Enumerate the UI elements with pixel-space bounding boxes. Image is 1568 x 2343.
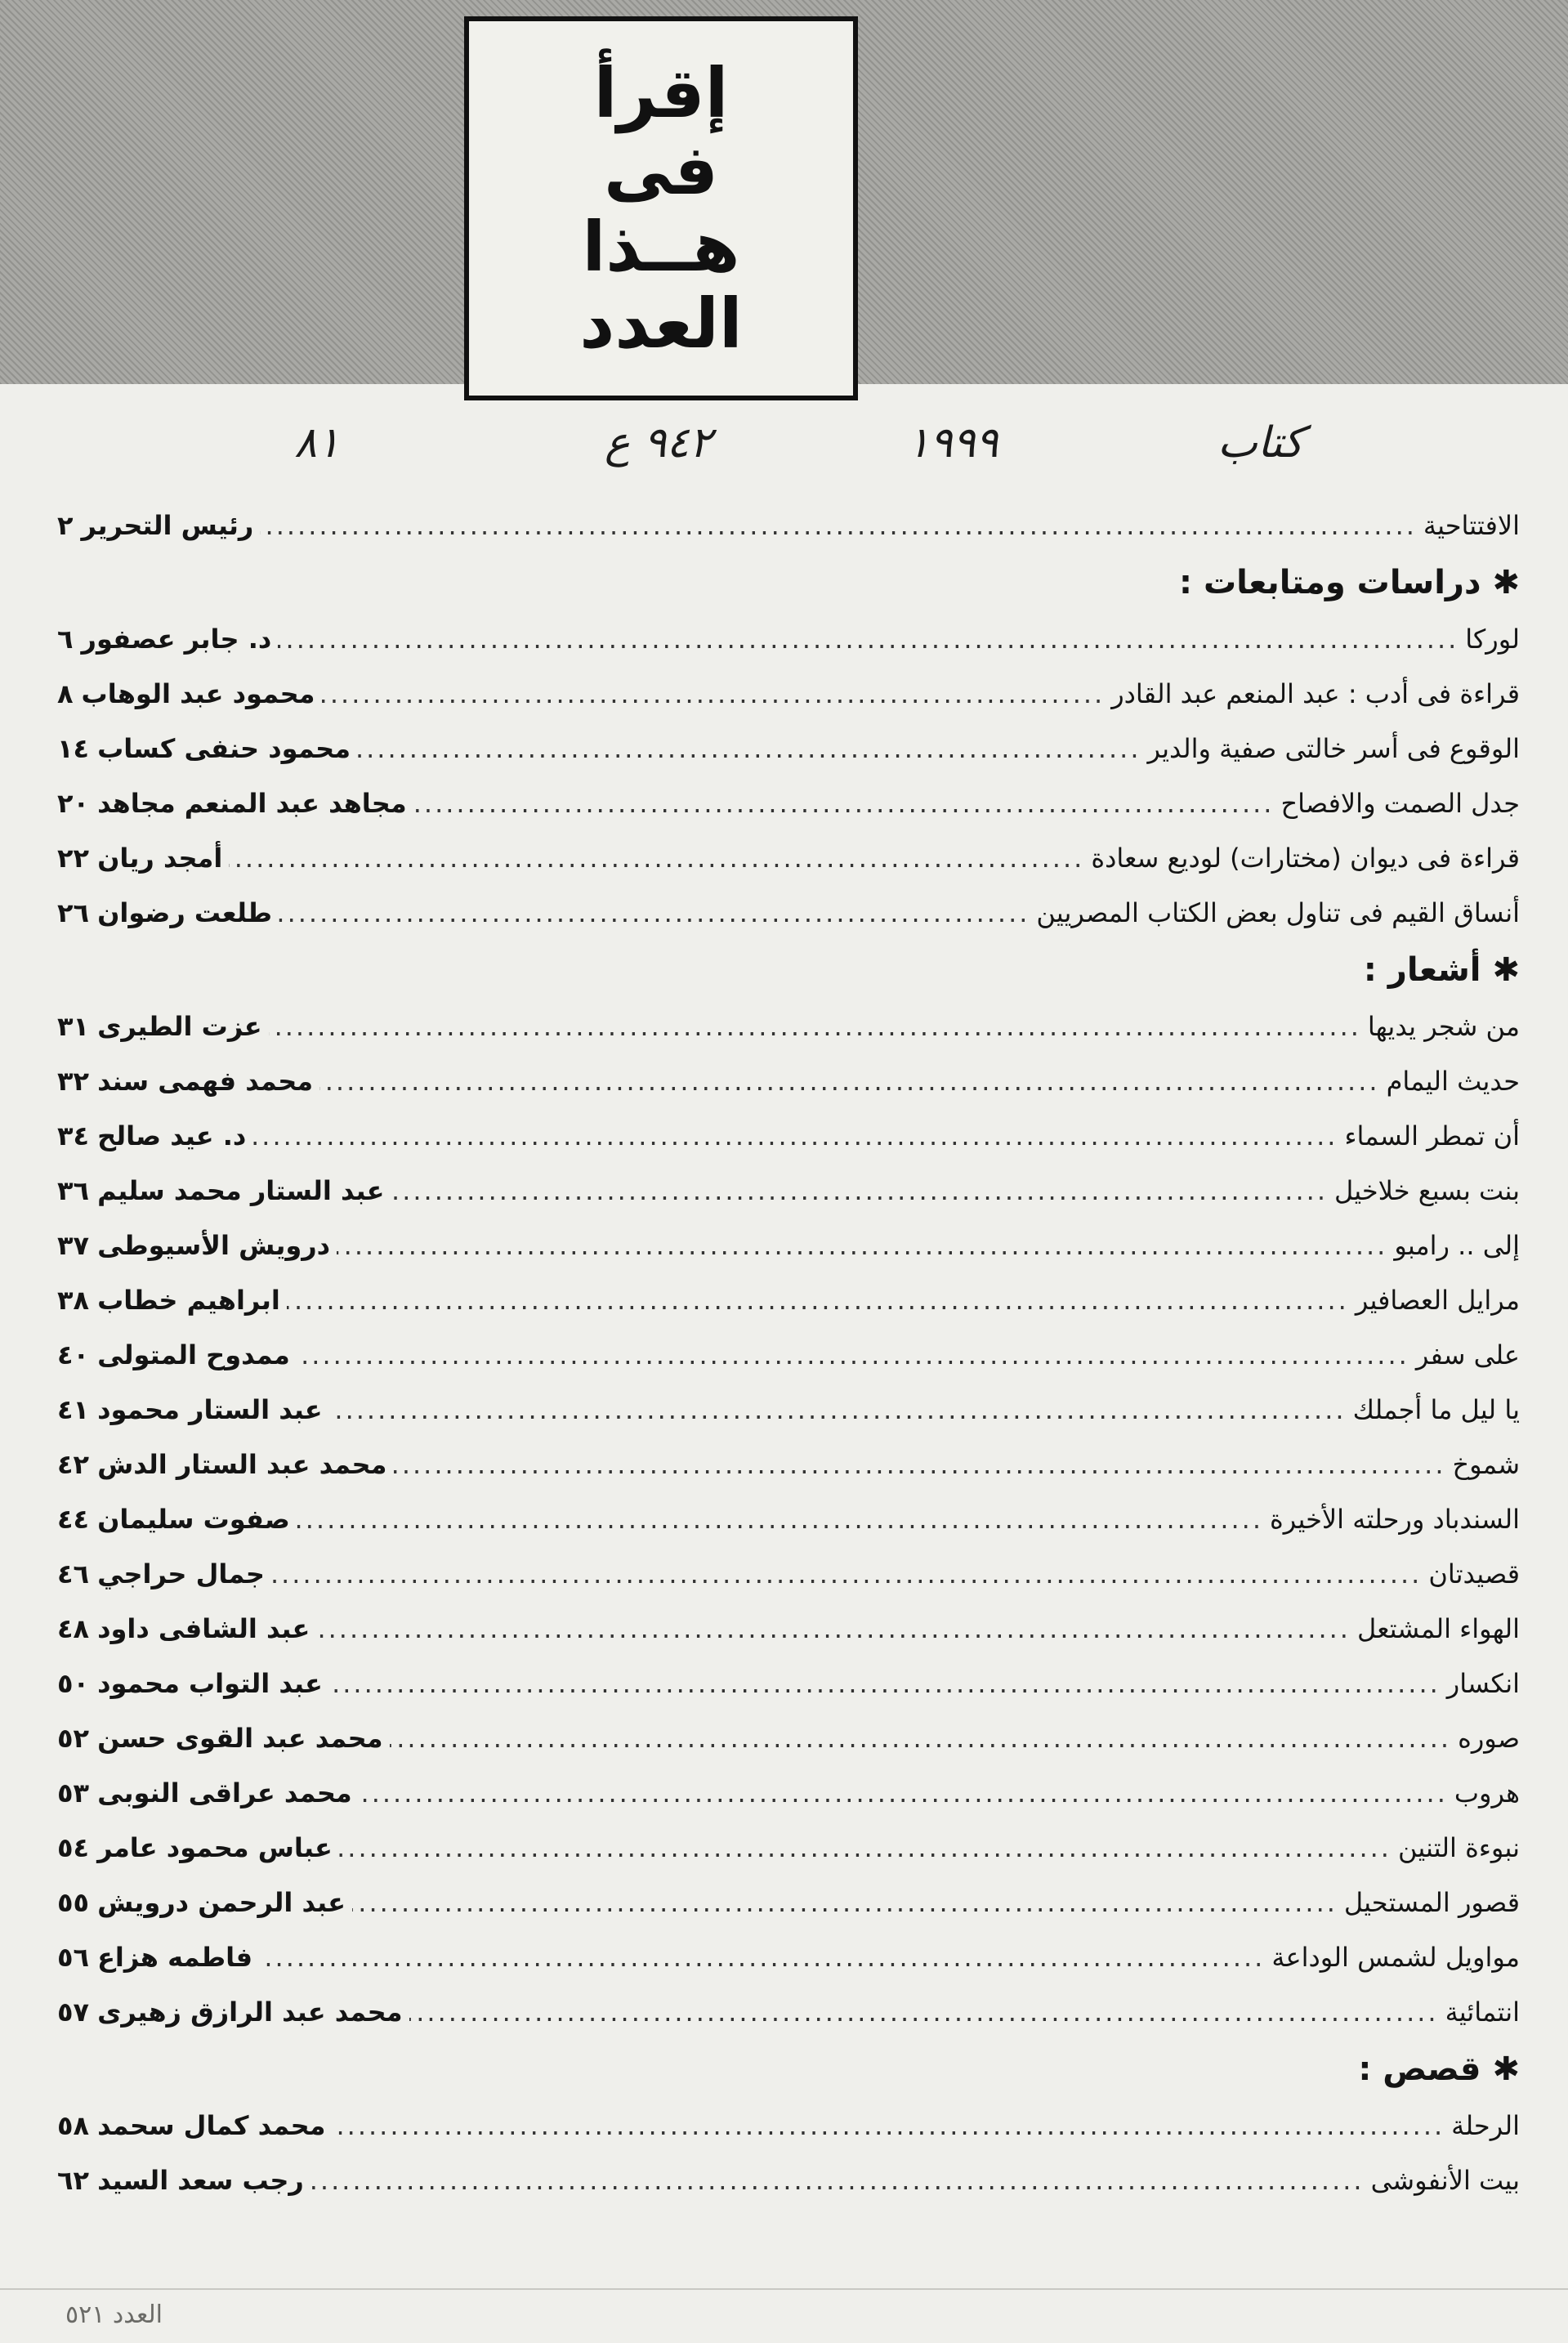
toc-row[interactable] xyxy=(57,1985,1520,2040)
toc-author: عبد الرحمن درويش xyxy=(97,1887,346,1918)
toc-author: رجب سعد السيد xyxy=(97,2165,304,2196)
toc-row[interactable] xyxy=(57,1109,1520,1164)
toc-author: عبد الستار محمد سليم xyxy=(97,1175,385,1206)
toc-sections xyxy=(57,553,1520,2208)
toc-row[interactable] xyxy=(57,1766,1520,1821)
toc-title: بيت الأنفوشى xyxy=(1370,2165,1520,2196)
table-of-contents xyxy=(57,499,1520,2208)
toc-page: ٢ xyxy=(57,510,74,541)
leader-dots xyxy=(310,2153,1365,2208)
toc-author: صفوت سليمان xyxy=(97,1504,290,1535)
toc-author: رئيس التحرير xyxy=(81,510,254,541)
toc-row[interactable] xyxy=(57,612,1520,667)
leader-dots xyxy=(278,612,1459,667)
toc-page: ٥٦ xyxy=(57,1942,90,1973)
toc-page: ٤٤ xyxy=(57,1504,90,1535)
toc-row[interactable] xyxy=(57,1218,1520,1273)
toc-author: عبد الشافى داود xyxy=(97,1613,310,1644)
toc-page: ٢٠ xyxy=(57,788,90,819)
toc-page: ٥٧ xyxy=(57,1996,90,2028)
leader-dots xyxy=(260,499,1417,553)
toc-row[interactable] xyxy=(57,1438,1520,1492)
toc-title: حديث اليمام xyxy=(1386,1066,1520,1097)
footer-divider xyxy=(0,2288,1568,2290)
toc-title: جدل الصمت والافصاح xyxy=(1280,788,1520,819)
toc-author: محمد كمال سحمد xyxy=(97,2110,326,2141)
toc-title: هروب xyxy=(1454,1777,1520,1809)
toc-title: إلى .. رامبو xyxy=(1394,1230,1520,1261)
toc-row[interactable] xyxy=(57,1602,1520,1657)
toc-title: انتمائية xyxy=(1445,1996,1520,2028)
toc-author: مجاهد عبد المنعم مجاهد xyxy=(97,788,407,819)
section-heading-text: أشعار : xyxy=(1363,951,1481,989)
toc-page: ٣٧ xyxy=(57,1230,90,1261)
toc-title: لوركا xyxy=(1465,624,1520,655)
toc-page: ٣٤ xyxy=(57,1120,90,1151)
toc-row[interactable] xyxy=(57,2153,1520,2208)
toc-title: نبوءة التنين xyxy=(1397,1832,1520,1863)
leader-dots xyxy=(321,667,1105,722)
leader-dots xyxy=(409,1985,1439,2040)
toc-row[interactable] xyxy=(57,1328,1520,1383)
toc-row[interactable] xyxy=(57,1930,1520,1985)
toc-row[interactable] xyxy=(57,1383,1520,1438)
toc-page: ٥٤ xyxy=(57,1832,90,1863)
leader-dots xyxy=(271,1547,1422,1602)
leader-dots xyxy=(359,1766,1448,1821)
leader-dots xyxy=(352,1876,1338,1930)
toc-author: جمال حراجي xyxy=(97,1558,265,1590)
toc-author: درويش الأسيوطى xyxy=(97,1230,331,1261)
toc-page: ٦ xyxy=(57,624,74,655)
leader-dots xyxy=(316,1602,1351,1657)
toc-row[interactable] xyxy=(57,831,1520,886)
section-heading xyxy=(57,941,1520,999)
toc-page: ٢٦ xyxy=(57,897,90,928)
toc-row[interactable] xyxy=(57,2099,1520,2153)
toc-row-intro[interactable] xyxy=(57,499,1520,553)
toc-page: ٤٠ xyxy=(57,1339,90,1370)
toc-title: قصيدتان xyxy=(1428,1558,1520,1590)
leader-dots xyxy=(391,1164,1328,1218)
toc-page: ٣٦ xyxy=(57,1175,90,1206)
toc-title: أن تمطر السماء xyxy=(1344,1120,1520,1151)
toc-author: محمود عبد الوهاب xyxy=(81,678,315,709)
toc-author: د. جابر عصفور xyxy=(81,624,272,655)
leader-dots xyxy=(357,722,1141,776)
toc-row[interactable] xyxy=(57,1547,1520,1602)
section-heading xyxy=(57,2040,1520,2099)
toc-author: محمد عراقى النوبى xyxy=(97,1777,352,1809)
toc-row[interactable] xyxy=(57,722,1520,776)
toc-author: محمد فهمى سند xyxy=(97,1066,314,1097)
title-line-2: فى xyxy=(604,130,718,210)
toc-title: الهواء المشتعل xyxy=(1356,1613,1520,1644)
section-heading-text: قصص : xyxy=(1358,2050,1481,2088)
toc-author: عباس محمود عامر xyxy=(97,1832,333,1863)
toc-title: يا ليل ما أجملك xyxy=(1352,1394,1520,1425)
toc-title: أنساق القيم فى تناول بعض الكتاب المصريين xyxy=(1036,897,1520,928)
leader-dots xyxy=(252,1109,1338,1164)
toc-row[interactable] xyxy=(57,1054,1520,1109)
toc-author: محمد عبد الستار الدش xyxy=(97,1449,387,1480)
toc-row[interactable] xyxy=(57,1164,1520,1218)
toc-author: فاطمه هزاع xyxy=(97,1942,253,1973)
toc-title: قصور المستحيل xyxy=(1343,1887,1520,1918)
handwritten-annotation xyxy=(0,418,1568,484)
toc-page: ٣٢ xyxy=(57,1066,90,1097)
toc-title: مواويل لشمس الوداعة xyxy=(1271,1942,1520,1973)
toc-page: ٢٢ xyxy=(57,843,90,874)
leader-dots xyxy=(339,1821,1392,1876)
toc-page: ١٤ xyxy=(57,733,90,764)
asterisk-icon: ✱ xyxy=(1492,2050,1520,2088)
toc-row[interactable] xyxy=(57,1657,1520,1711)
handwritten-number: ٨١ xyxy=(294,418,340,467)
toc-page: ٨ xyxy=(57,678,74,709)
toc-title: الرحلة xyxy=(1451,2110,1520,2141)
title-line-4: العدد xyxy=(579,284,743,364)
toc-author: عزت الطيرى xyxy=(97,1011,262,1042)
asterisk-icon: ✱ xyxy=(1492,951,1520,989)
leader-dots xyxy=(337,1218,1387,1273)
leader-dots xyxy=(329,1383,1347,1438)
toc-title: بنت بسبع خلاخيل xyxy=(1333,1175,1520,1206)
toc-row[interactable] xyxy=(57,886,1520,941)
leader-dots xyxy=(229,831,1084,886)
toc-title: مرايل العصافير xyxy=(1355,1285,1520,1316)
leader-dots xyxy=(390,1711,1452,1766)
leader-dots xyxy=(259,1930,1265,1985)
toc-row[interactable] xyxy=(57,1876,1520,1930)
toc-page: ٥٢ xyxy=(57,1723,90,1754)
toc-title: شموخ xyxy=(1452,1449,1520,1480)
section-heading-text: دراسات ومتابعات : xyxy=(1179,564,1481,601)
handwritten-year: ١٩٩٩ xyxy=(907,418,998,467)
leader-dots xyxy=(319,1054,1379,1109)
toc-author: محمد عبد الرازق زهيرى xyxy=(97,1996,403,2028)
toc-author: ابراهيم خطاب xyxy=(97,1285,280,1316)
toc-author: د. عيد صالح xyxy=(97,1120,247,1151)
toc-title: قراءة فى أدب : عبد المنعم عبد القادر xyxy=(1111,678,1520,709)
toc-row[interactable] xyxy=(57,1492,1520,1547)
toc-page: ٤٨ xyxy=(57,1613,90,1644)
toc-page: ٤١ xyxy=(57,1394,90,1425)
toc-row[interactable] xyxy=(57,1821,1520,1876)
toc-page: ٥٠ xyxy=(57,1668,90,1699)
toc-author: محمود حنفى كساب xyxy=(97,733,351,764)
toc-title: انكسار xyxy=(1446,1668,1520,1699)
leader-dots xyxy=(279,886,1030,941)
asterisk-icon: ✱ xyxy=(1492,564,1520,601)
leader-dots xyxy=(332,2099,1445,2153)
toc-title: صوره xyxy=(1458,1723,1520,1754)
toc-author: عبد التواب محمود xyxy=(97,1668,323,1699)
toc-title: على سفر xyxy=(1415,1339,1520,1370)
toc-author: ممدوح المتولى xyxy=(97,1339,290,1370)
toc-title: السندباد ورحلته الأخيرة xyxy=(1270,1504,1520,1535)
toc-page: ٤٦ xyxy=(57,1558,90,1590)
toc-title: الافتتاحية xyxy=(1423,510,1520,541)
toc-author: طلعت رضوان xyxy=(97,897,273,928)
leader-dots xyxy=(269,999,1361,1054)
leader-dots xyxy=(413,776,1275,831)
handwritten-issue: ٩٤٢ ع xyxy=(605,418,713,467)
toc-page: ٥٥ xyxy=(57,1887,90,1918)
toc-title: من شجر يديها xyxy=(1367,1011,1520,1042)
footer-mark: العدد ٥٢١ xyxy=(65,2301,163,2329)
handwritten-word: كتاب xyxy=(1217,418,1304,467)
toc-page: ٦٢ xyxy=(57,2165,90,2196)
toc-page: ٥٨ xyxy=(57,2110,90,2141)
leader-dots xyxy=(287,1273,1349,1328)
toc-title: الوقوع فى أسر خالتى صفية والدير xyxy=(1147,733,1520,764)
toc-author: أمجد ريان xyxy=(97,843,223,874)
toc-row[interactable] xyxy=(57,999,1520,1054)
toc-page: ٥٣ xyxy=(57,1777,90,1809)
title-line-3: هــذا xyxy=(582,207,740,287)
toc-title: قراءة فى ديوان (مختارات) لوديع سعادة xyxy=(1091,843,1520,874)
title-line-1: إقرأ xyxy=(593,53,729,133)
toc-page: ٣١ xyxy=(57,1011,90,1042)
toc-row[interactable] xyxy=(57,667,1520,722)
toc-page: ٤٢ xyxy=(57,1449,90,1480)
toc-author: عبد الستار محمود xyxy=(97,1394,323,1425)
leader-dots xyxy=(329,1657,1441,1711)
toc-row[interactable] xyxy=(57,776,1520,831)
toc-page: ٣٨ xyxy=(57,1285,90,1316)
toc-row[interactable] xyxy=(57,1273,1520,1328)
leader-dots xyxy=(393,1438,1445,1492)
issue-title-box xyxy=(464,16,858,400)
section-heading xyxy=(57,553,1520,612)
leader-dots xyxy=(297,1328,1409,1383)
toc-row[interactable] xyxy=(57,1711,1520,1766)
toc-author: محمد عبد القوى حسن xyxy=(97,1723,383,1754)
leader-dots xyxy=(297,1492,1263,1547)
